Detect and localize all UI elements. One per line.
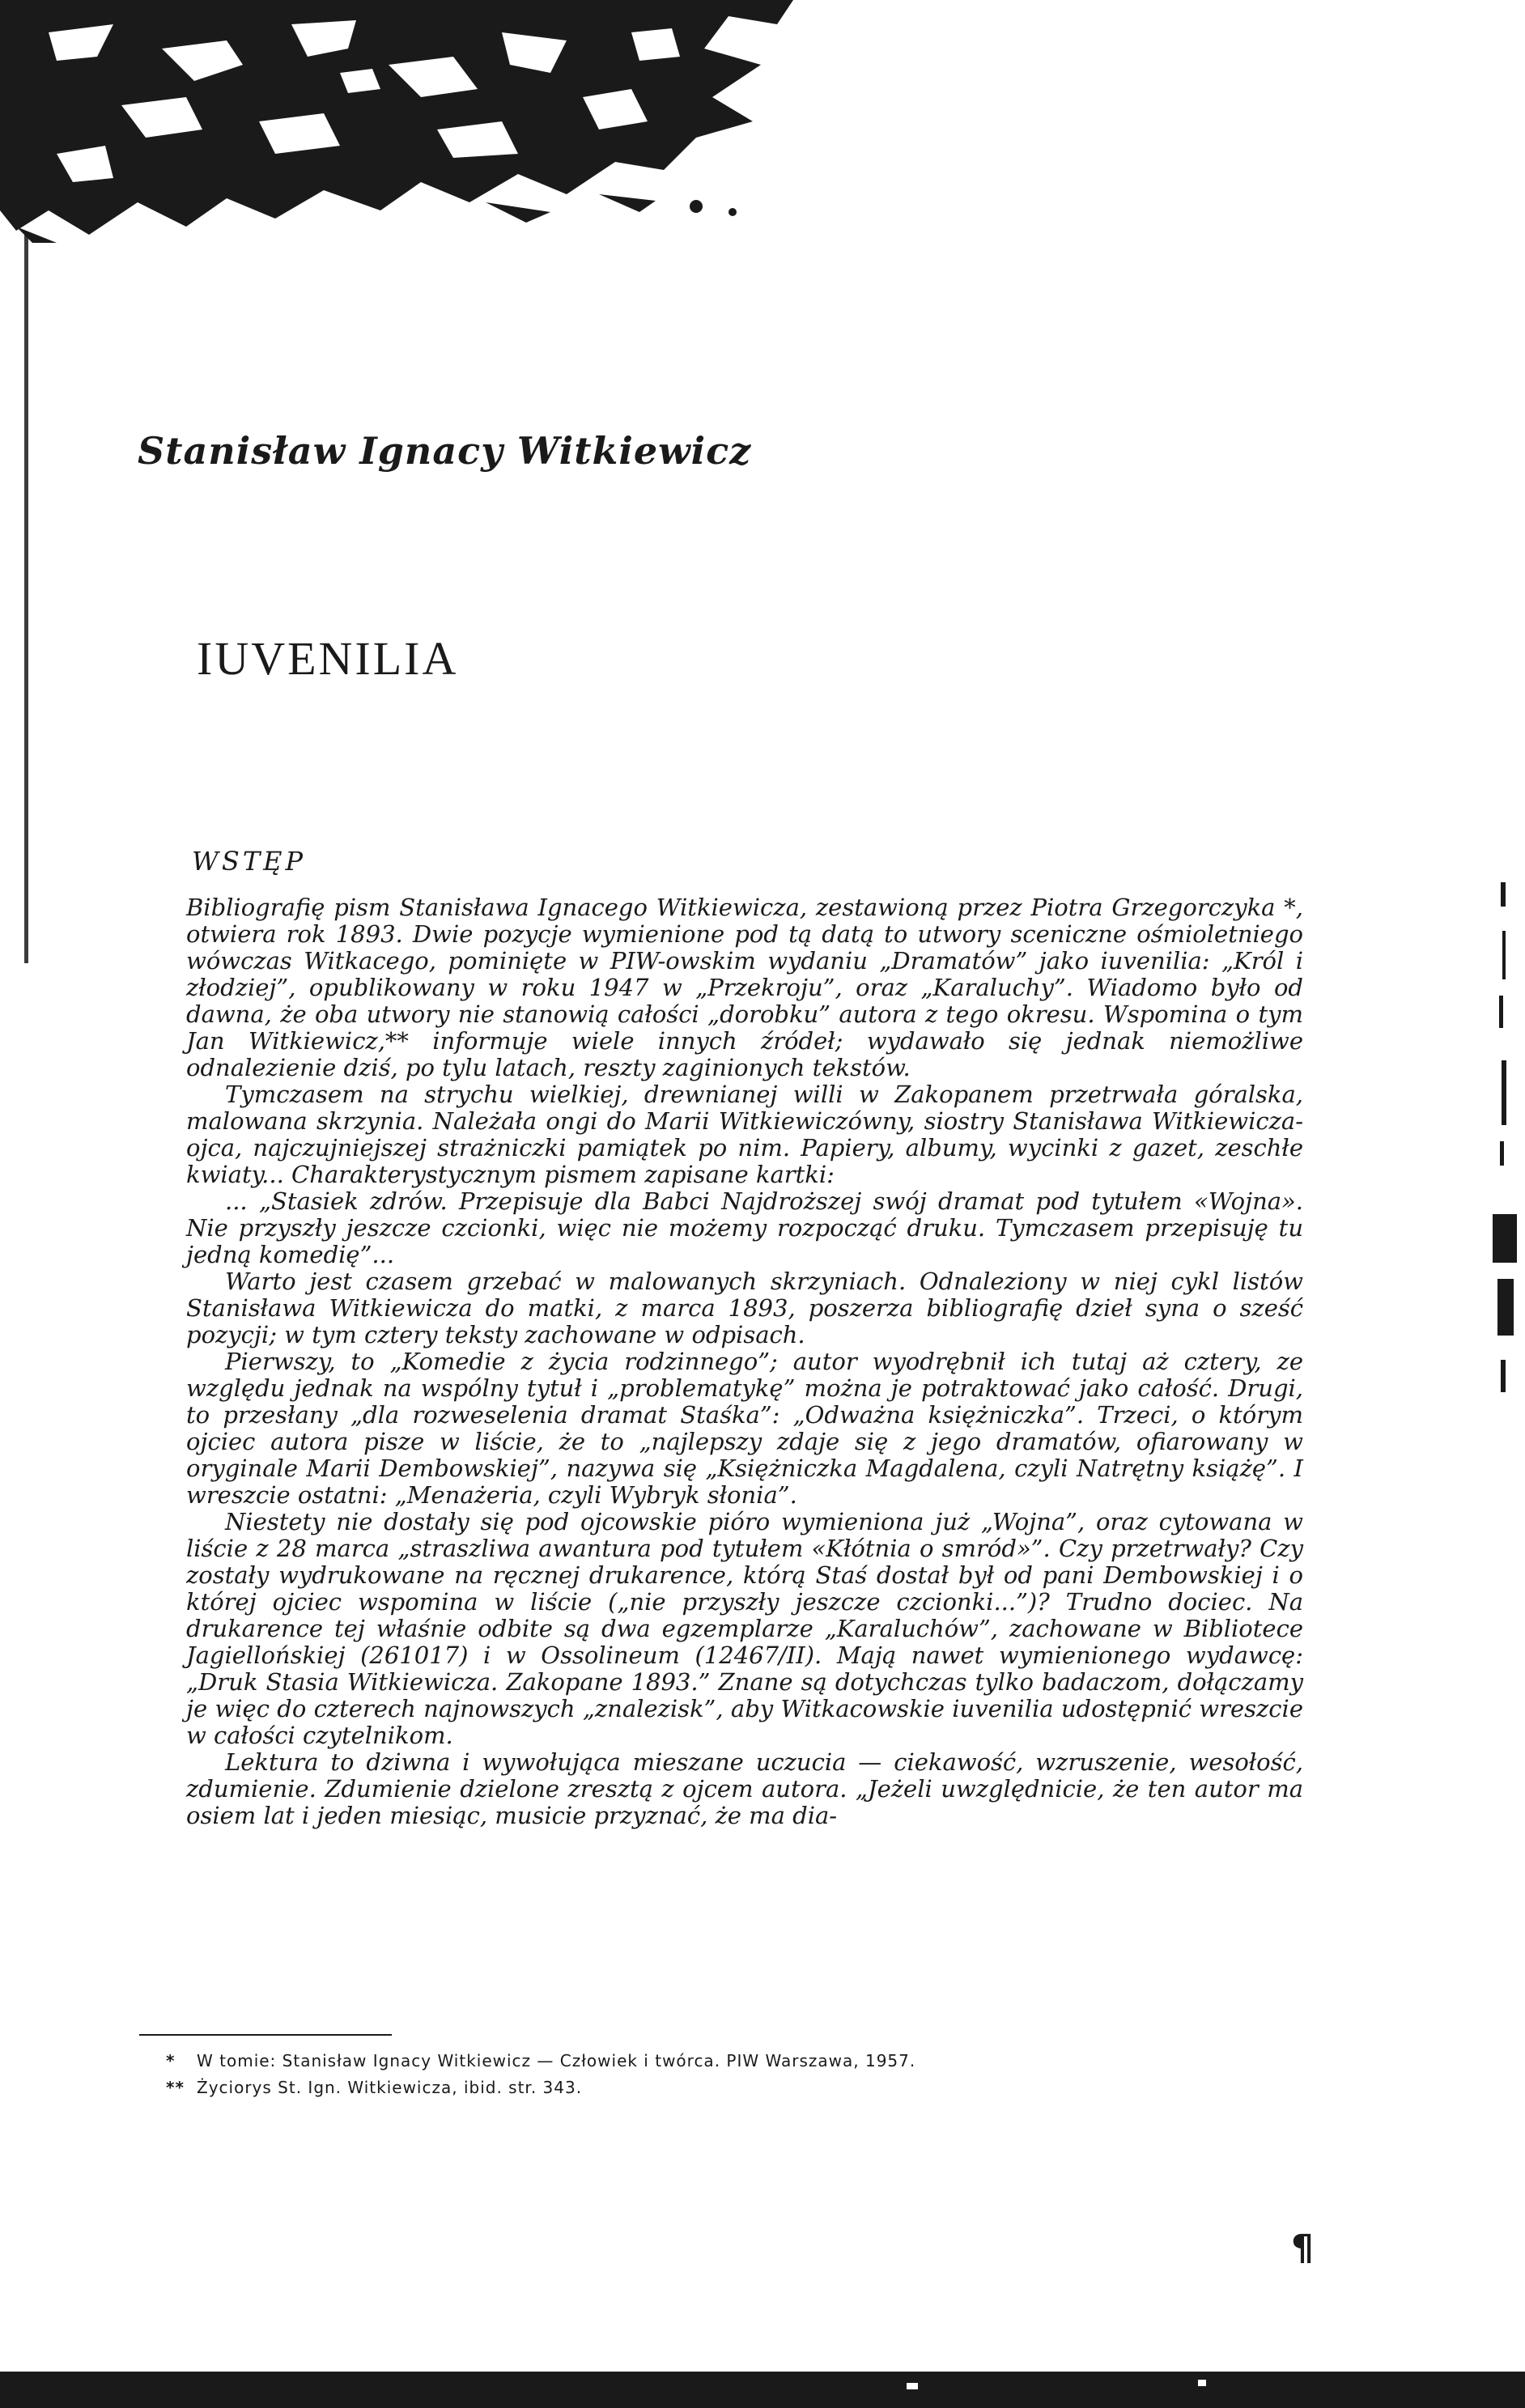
decorative-ink-blot xyxy=(0,0,809,243)
work-title: IUVENILIA xyxy=(197,632,459,685)
footnotes xyxy=(166,2048,1299,2101)
paragraph: Tymczasem na strychu wielkiej, drewnianej willi w Zakopanem przetrwała góralska, malowana skrzynia. Należała ongi do Marii Witkiewiczówny, siostry Stanisława Witkiewicza-ojca, najczujniejszej strażniczki pamiątek po nim. Papiery, albumy, wycinki z gazet, zeschłe kwiaty... Charakterystycznym pismem zapisane kartki: xyxy=(186,1081,1303,1188)
footnote xyxy=(166,2048,1299,2075)
paragraph: ... „Stasiek zdrów. Przepisuje dla Babci Najdroższej swój dramat pod tytułem «Wojna». Nie przyszły jeszcze czcionki, więc nie możemy rozpocząć druku. Tymczasem przepisuję tu jedną komedię”... xyxy=(186,1187,1303,1268)
section-heading: WSTĘP xyxy=(192,846,307,877)
footnote-divider xyxy=(139,2034,392,2036)
footnote-mark: * xyxy=(166,2051,176,2070)
paragraph: Lektura to dziwna i wywołująca mieszane uczucia — ciekawość, wzruszenie, wesołość, zdumienie. Zdumienie dzielone zresztą z ojcem autora. „Jeżeli uwzględnicie, że ten autor ma osiem lat i jeden miesiąc, musicie przyznać, że ma dia- xyxy=(186,1748,1303,1829)
paragraph: Pierwszy, to „Komedie z życia rodzinnego”; autor wyodrębnił ich tutaj aż cztery, ze względu jednak na wspólny tytuł i „problematykę” można je potraktować jako całość. Drugi, to przesłany „dla rozweselenia dramat Staśka”: „Odważna księżniczka”. Trzeci, o którym ojciec autora pisze w liście, że to „najlepszy zdaje się z jego dramatów, ofiarowany w oryginale Marii Dembowskiej”, nazywa się „Księżniczka Magdalena, czyli Natrętny książę”. I wreszcie ostatni: „Menażeria, czyli Wybryk słonia”. xyxy=(186,1348,1303,1509)
footnote-mark: ** xyxy=(166,2078,185,2097)
right-margin-scan-artifact xyxy=(1444,874,1525,1441)
author-name: Stanisław Ignacy Witkiewicz xyxy=(138,429,752,473)
left-margin-rule xyxy=(24,235,28,963)
paragraph: Bibliografię pism Stanisława Ignacego Witkiewicza, zestawioną przez Piotra Grzegorczyka *, otwiera rok 1893. Dwie pozycje wymienione pod tą datą to utwory sceniczne ośmioletniego wówczas Witkacego, pominięte w PIW-owskim wydaniu „Dramatów” jako iuvenilia: „Król i złodziej”, opublikowany w roku 1947 w „Przekroju”, oraz „Karaluchy”. Wiadomo było od dawna, że oba utwory nie stanowią całości „dorobku” autora z tego okresu. Wspomina o tym Jan Witkiewicz,** informuje wiele innych źródeł; wydawało się jednak niemożliwe odnalezienie dziś, po tylu latach, reszty zaginionych tekstów. xyxy=(186,894,1303,1081)
bottom-scan-band xyxy=(0,2372,1525,2408)
paragraph: Niestety nie dostały się pod ojcowskie pióro wymieniona już „Wojna”, oraz cytowana w liście z 28 marca „straszliwa awantura pod tytułem «Kłótnia o smród»”. Czy przetrwały? Czy zostały wydrukowane na ręcznej drukarence, którą Staś dostał był od pani Dembowskiej i o której ojciec wspomina w liście („nie przyszły jeszcze czcionki...”)? Trudno dociec. Na drukarence tej właśnie odbite są dwa egzemplarze „Karaluchów”, zachowane w Bibliotece Jagiellońskiej (261017) i w Ossolineum (12467/II). Mają nawet wymienionego wydawcę: „Druk Stasia Witkiewicza. Zakopane 1893.” Znane są dotychczas tylko badaczom, dołączamy je więc do czterech najnowszych „znalezisk”, aby Witkacowskie iuvenilia udostępnić wreszcie w całości czytelnikom. xyxy=(186,1508,1303,1749)
footnote xyxy=(166,2075,1299,2101)
paragraph: Warto jest czasem grzebać w malowanych skrzyniach. Odnaleziony w niej cykl listów Stanisława Witkiewicza do matki, z marca 1893, poszerza bibliografię dzieł syna o sześć pozycji; w tym cztery teksty zachowane w odpisach. xyxy=(186,1268,1303,1348)
body-text xyxy=(186,894,1303,1829)
footnote-text: W tomie: Stanisław Ignacy Witkiewicz — Człowiek i twórca. PIW Warszawa, 1957. xyxy=(197,2051,916,2070)
page-mark: ¶ xyxy=(1291,2228,1314,2269)
footnote-text: Życiorys St. Ign. Witkiewicza, ibid. str. 343. xyxy=(197,2078,583,2097)
